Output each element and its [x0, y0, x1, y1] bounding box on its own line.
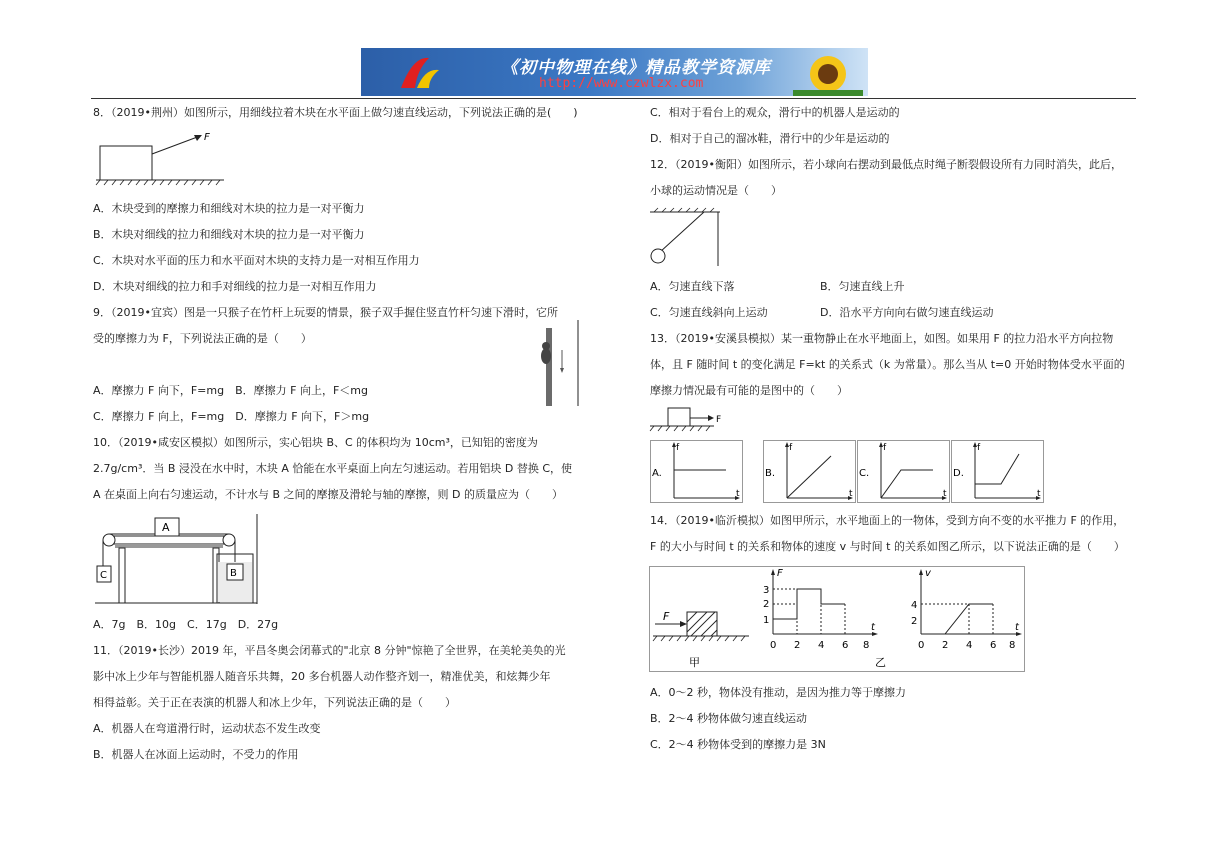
- q10-label-b: B: [230, 568, 237, 579]
- q13-graph-a: [650, 440, 745, 504]
- q14-g1-ylabel: F: [777, 568, 783, 579]
- q11-option-d: D．相对于自己的溜冰鞋，滑行中的少年是运动的: [650, 132, 890, 145]
- q11-stem-line3: 相得益彰。关于正在表演的机器人和冰上少年，下列说法正确的是（ ）: [93, 696, 456, 709]
- q13-graph-b: [763, 440, 858, 504]
- q14-g2-xlabel: t: [1015, 622, 1019, 633]
- q14-g1-xtick-2: 2: [794, 640, 801, 651]
- q13-graph-c: [857, 440, 952, 504]
- q13-graph-d: [951, 440, 1046, 504]
- q14-g2-ytick-4: 4: [911, 600, 918, 611]
- q14-g1-ytick-2: 2: [763, 599, 770, 610]
- q12-pendulum-figure: [650, 208, 725, 270]
- q10-options: A．7g B．10g C．17g D．27g: [93, 618, 279, 631]
- q14-g1-xtick-4: 4: [818, 640, 825, 651]
- q13-stem-line2: 体，且 F 随时间 t 的变化满足 F=kt 的关系式（k 为常量）。那么当从 t=0 开始时物体受水平面的: [650, 358, 1125, 371]
- q14-g1-xtick-8: 8: [863, 640, 870, 651]
- q13-block-figure: [650, 406, 730, 436]
- q12-option-d: D．沿水平方向向右做匀速直线运动: [820, 306, 994, 319]
- q13-stem-line1: 13．（2019•安溪县模拟）某一重物静止在水平地面上，如图。如果用 F 的拉力沿水平方向拉物: [650, 332, 1114, 345]
- q13-graph-a-ylabel: f: [676, 443, 680, 453]
- q11-stem-line1: 11．（2019•长沙）2019 年，平昌冬奥会闭幕式的"北京 8 分钟"惊艳了全世界，在美轮美奂的光: [93, 644, 566, 657]
- q9-options-row2: C．摩擦力 F 向上，F=mg D．摩擦力 F 向下，F＞mg: [93, 410, 370, 423]
- q8-option-a: A．木块受到的摩擦力和细线对木块的拉力是一对平衡力: [93, 202, 365, 215]
- q14-g1-xtick-0: 0: [770, 640, 777, 651]
- header-rule: [91, 98, 1136, 99]
- q14-label-yi: 乙: [875, 656, 886, 669]
- q10-stem-line1: 10．（2019•咸安区模拟）如图所示，实心铝块 B、C 的体积均为 10cm³，已知铝的密度为: [93, 436, 538, 449]
- q9-monkey-figure: [534, 320, 584, 410]
- q14-g2-xtick-8: 8: [1009, 640, 1016, 651]
- q13-force-label: F: [716, 415, 722, 425]
- q11-option-a: A．机器人在弯道滑行时，运动状态不发生改变: [93, 722, 321, 735]
- q13-graph-c-label: C.: [859, 468, 870, 479]
- q9-stem-line2: 受的摩擦力为 F，下列说法正确的是（ ）: [93, 332, 312, 345]
- q13-graph-d-ylabel: f: [977, 443, 981, 453]
- q12-option-c: C．匀速直线斜向上运动: [650, 306, 768, 319]
- q14-option-b: B．2～4 秒物体做匀速直线运动: [650, 712, 808, 725]
- q12-stem-line2: 小球的运动情况是（ ）: [650, 184, 782, 197]
- q13-graph-b-label: B.: [765, 468, 776, 479]
- q10-stem-line3: A 在桌面上向右匀速运动，不计水与 B 之间的摩擦及滑轮与轴的摩擦，则 D 的质量应为（ ）: [93, 488, 564, 501]
- q14-g2-ytick-2: 2: [911, 616, 918, 627]
- q11-option-c: C．相对于看台上的观众，滑行中的机器人是运动的: [650, 106, 900, 119]
- q13-graph-d-xlabel: t: [1037, 489, 1041, 499]
- q8-option-c: C．木块对水平面的压力和水平面对木块的支持力是一对相互作用力: [93, 254, 420, 267]
- q11-stem-line2: 影中冰上少年与智能机器人随音乐共舞，20 多台机器人动作整齐划一，精准优美，和炫舞少年: [93, 670, 551, 683]
- q8-figure: [96, 130, 236, 190]
- q14-label-jia: 甲: [689, 656, 700, 669]
- q12-stem-line1: 12．（2019•衡阳）如图所示，若小球向右摆动到最低点时绳子断裂假设所有力同时消失，此后，: [650, 158, 1122, 171]
- q10-label-a: A: [162, 521, 170, 534]
- q14-option-c: C．2～4 秒物体受到的摩擦力是 3N: [650, 738, 826, 751]
- q14-g1-ytick-1: 1: [763, 615, 770, 626]
- q14-stem-line2: F 的大小与时间 t 的关系和物体的速度 v 与时间 t 的关系如图乙所示，以下说法正确的是（ ）: [650, 540, 1125, 553]
- q10-label-c: C: [100, 570, 107, 581]
- q14-g2-xtick-0: 0: [918, 640, 925, 651]
- q13-graph-c-xlabel: t: [943, 489, 947, 499]
- q14-g2-xtick-2: 2: [942, 640, 949, 651]
- q13-graph-d-label: D.: [953, 468, 964, 479]
- q14-g2-ylabel: v: [925, 568, 931, 579]
- q14-force-label: F: [663, 610, 670, 623]
- q10-stem-line2: 2.7g/cm³．当 B 浸没在水中时，木块 A 恰能在水平桌面上向左匀速运动。若用铝块 D 替换 C，使: [93, 462, 573, 475]
- q12-option-a: A．匀速直线下落: [650, 280, 735, 293]
- q8-option-b: B．木块对细线的拉力和细线对木块的拉力是一对平衡力: [93, 228, 365, 241]
- q14-g2-xtick-4: 4: [966, 640, 973, 651]
- q9-options-row1: A．摩擦力 F 向下，F=mg B．摩擦力 F 向上，F＜mg: [93, 384, 368, 397]
- q14-option-a: A．0～2 秒，物体没有推动，是因为推力等于摩擦力: [650, 686, 907, 699]
- banner-url[interactable]: http://www.czwlzx.com: [539, 76, 704, 91]
- q11-option-b: B．机器人在冰面上运动时，不受力的作用: [93, 748, 299, 761]
- q9-stem-line1: 9．（2019•宜宾）图是一只猴子在竹杆上玩耍的情景，猴子双手握住竖直竹杆匀速下滑时，它所: [93, 306, 558, 319]
- q13-graph-a-label: A.: [652, 468, 662, 479]
- header-banner: [361, 48, 868, 96]
- q14-g1-xlabel: t: [871, 622, 875, 633]
- q8-force-label: F: [204, 132, 210, 143]
- q14-g1-ytick-3: 3: [763, 585, 770, 596]
- q13-graph-b-ylabel: f: [789, 443, 793, 453]
- sunflower-icon: [793, 48, 863, 96]
- banner-title: 《初中物理在线》精品教学资源库: [501, 58, 771, 78]
- q13-graph-b-xlabel: t: [849, 489, 853, 499]
- q14-stem-line1: 14．（2019•临沂模拟）如图甲所示，水平地面上的一物体，受到方向不变的水平推力 F 的作用，: [650, 514, 1125, 527]
- q13-graph-c-ylabel: f: [883, 443, 887, 453]
- q14-figure: [649, 566, 1027, 674]
- q13-stem-line3: 摩擦力情况最有可能的是图中的（ ）: [650, 384, 848, 397]
- q13-graph-a-xlabel: t: [736, 489, 740, 499]
- q10-pulley-figure: [95, 514, 260, 606]
- q12-option-b: B．匀速直线上升: [820, 280, 905, 293]
- q8-option-d: D．木块对细线的拉力和手对细线的拉力是一对相互作用力: [93, 280, 377, 293]
- logo-icon: [391, 48, 451, 96]
- q14-g2-xtick-6: 6: [990, 640, 997, 651]
- q14-g1-xtick-6: 6: [842, 640, 849, 651]
- q8-stem: 8．（2019•荆州）如图所示，用细线拉着木块在水平面上做匀速直线运动，下列说法正确的是( ): [93, 106, 578, 119]
